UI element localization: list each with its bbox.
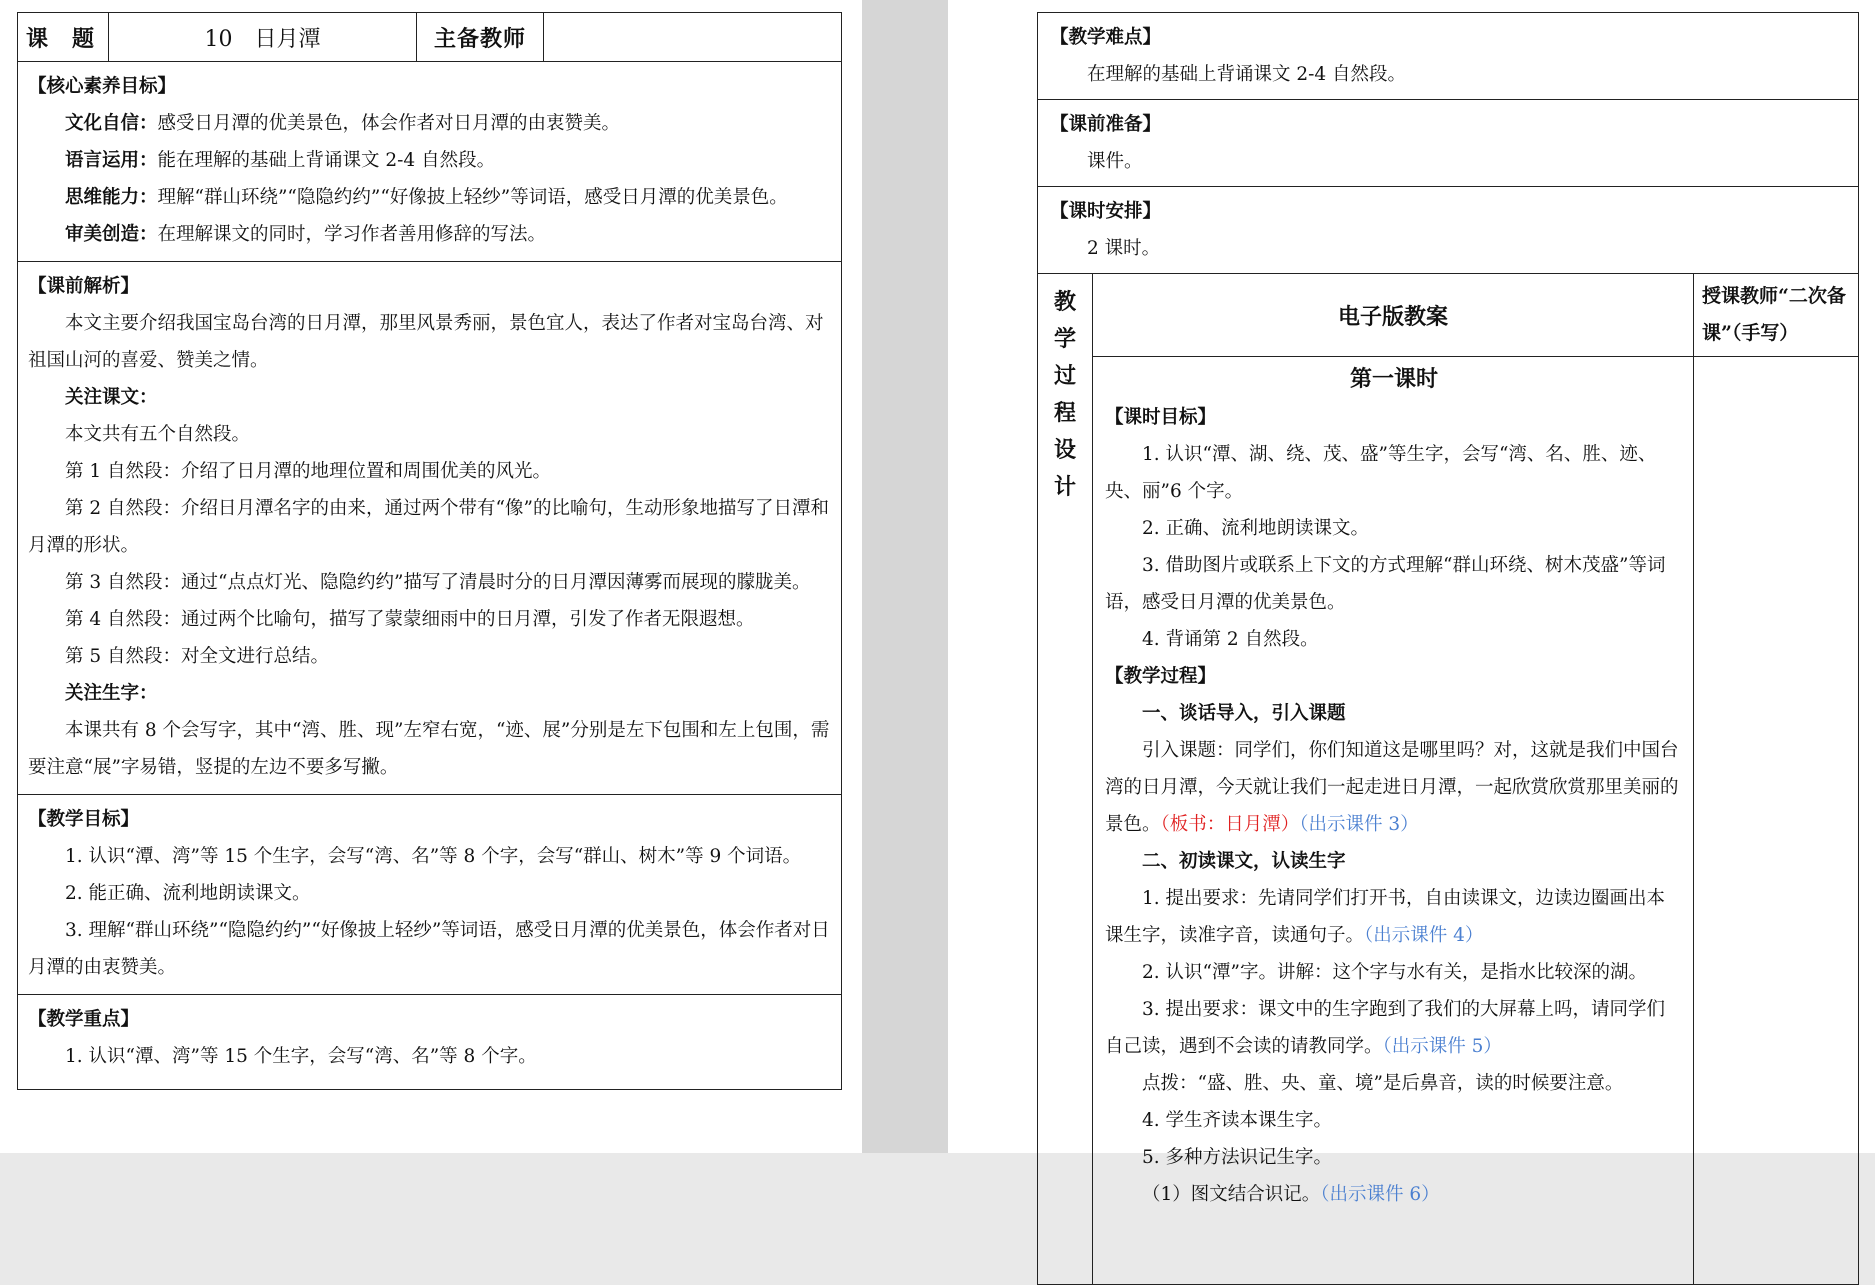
teacher-label: 主备教师 — [417, 13, 544, 62]
paragraph: 本文共有五个自然段。 — [65, 424, 251, 445]
step-paragraph: 5. 多种方法识记生字。 — [1142, 1147, 1333, 1168]
pre-analysis-section — [18, 262, 842, 795]
step-paragraph: 3. 提出要求：课文中的生字跑到了我们的大屏幕上吗，请同学们自己读，遇到不会读的请教同学。（出示课件 5） — [1105, 999, 1666, 1057]
lesson-goal-item: 4. 背诵第 2 自然段。 — [1142, 629, 1319, 650]
process-side-label: 教学过程设计 — [1038, 274, 1093, 1285]
paragraph: 第 1 自然段：介绍了日月潭的地理位置和周围优美的风光。 — [65, 461, 552, 482]
core-goal-item: 文化自信：感受日月潭的优美景色，体会作者对日月潭的由衷赞美。 — [65, 113, 621, 134]
process-header-row — [1038, 274, 1859, 357]
slide-note: （出示课件 5） — [1382, 1036, 1502, 1057]
section-title: 【课前准备】 — [1050, 114, 1162, 135]
lesson-plan-table-continued — [1037, 12, 1859, 1285]
subheading: 关注课文： — [65, 387, 158, 408]
goal-item: 1. 认识“潭、湾”等 15 个生字，会写“湾、名”等 8 个字，会写“群山、树木”等 9 个词语。 — [65, 846, 802, 867]
lesson-goal-item: 3. 借助图片或联系上下文的方式理解“群山环绕、树木茂盛”等词语，感受日月潭的优美景色。 — [1105, 555, 1666, 613]
lesson-plan-table — [17, 12, 842, 1090]
core-goals-section — [18, 62, 842, 262]
step-paragraph: （1）图文结合识记。（出示课件 6） — [1142, 1184, 1440, 1205]
core-goal-item: 思维能力：理解“群山环绕”“隐隐约约”“好像披上轻纱”等词语，感受日月潭的优美景色。 — [65, 187, 788, 208]
slide-note: （出示课件 3） — [1299, 814, 1419, 835]
paragraph: 第 4 自然段：通过两个比喻句，描写了蒙蒙细雨中的日月潭，引发了作者无限遐想。 — [65, 609, 755, 630]
paragraph: 本课共有 8 个会写字，其中“湾、胜、现”左窄右宽，“迹、展”分别是左下包围和左上包围，需要注意“展”字易错，竖提的左边不要多写撇。 — [28, 720, 830, 778]
header-row — [18, 13, 842, 62]
topic-label: 课 题 — [18, 13, 109, 62]
step-heading: 二、初读课文，认读生字 — [1142, 851, 1346, 872]
schedule-section — [1038, 187, 1859, 274]
subheading: 关注生字： — [65, 683, 158, 704]
main-column-heading: 电子版教案 — [1093, 274, 1694, 357]
side-column-heading: 授课教师“二次备课”（手写） — [1694, 274, 1859, 357]
section-title: 【课时目标】 — [1105, 407, 1217, 428]
difficulty-section — [1038, 13, 1859, 100]
paragraph: 第 5 自然段：对全文进行总结。 — [65, 646, 330, 667]
step-paragraph: 4. 学生齐读本课生字。 — [1142, 1110, 1333, 1131]
key-point-item: 1. 认识“潭、湾”等 15 个生字，会写“湾、名”等 8 个字。 — [65, 1046, 537, 1067]
section-title: 【课时安排】 — [1050, 201, 1162, 222]
section-title: 【核心素养目标】 — [28, 76, 177, 97]
section-title: 【课前解析】 — [28, 276, 140, 297]
step-paragraph: 1. 提出要求：先请同学们打开书，自由读课文，边读边圈画出本课生字，读准字音，读通句子。（出示课件 4） — [1105, 888, 1666, 946]
lesson-one-content — [1093, 357, 1694, 1285]
preparation-section — [1038, 100, 1859, 187]
paragraph: 第 3 自然段：通过“点点灯光、隐隐约约”描写了清晨时分的日月潭因薄雾而展现的朦胧美。 — [65, 572, 811, 593]
core-goal-item: 语言运用：能在理解的基础上背诵课文 2-4 自然段。 — [65, 150, 496, 171]
goal-item: 3. 理解“群山环绕”“隐隐约约”“好像披上轻纱”等词语，感受日月潭的优美景色，体会作者对日月潭的由衷赞美。 — [28, 920, 830, 978]
section-title: 【教学目标】 — [28, 809, 140, 830]
paragraph: 本文主要介绍我国宝岛台湾的日月潭，那里风景秀丽，景色宜人，表达了作者对宝岛台湾、对祖国山河的喜爱、赞美之情。 — [28, 313, 824, 371]
step-paragraph: 2. 认识“潭”字。讲解：这个字与水有关，是指水比较深的湖。 — [1142, 962, 1647, 983]
teaching-goals-section — [18, 795, 842, 995]
document-page-right — [948, 0, 1875, 1205]
slide-note: （出示课件 6） — [1320, 1184, 1440, 1205]
step-paragraph: 点拨：“盛、胜、央、童、境”是后鼻音，读的时候要注意。 — [1142, 1073, 1624, 1094]
step-paragraph: 引入课题：同学们，你们知道这是哪里吗？对，这就是我们中国台湾的日月潭，今天就让我们一起走进日月潭，一起欣赏欣赏那里美丽的景色。（板书：日月潭）（出示课件 3） — [1105, 740, 1679, 835]
page-gutter — [862, 0, 948, 1153]
handwritten-notes-column — [1694, 357, 1859, 1285]
section-title: 【教学难点】 — [1050, 27, 1162, 48]
lesson-goal-item: 1. 认识“潭、湖、绕、茂、盛”等生字，会写“湾、名、胜、迹、央、丽”6 个字。 — [1105, 444, 1657, 502]
document-page-left — [0, 0, 862, 1153]
section-title: 【教学重点】 — [28, 1009, 140, 1030]
board-note: （板书：日月潭） — [1160, 814, 1300, 835]
paragraph: 在理解的基础上背诵课文 2-4 自然段。 — [1087, 64, 1407, 85]
goal-item: 2. 能正确、流利地朗读课文。 — [65, 883, 311, 904]
core-goal-item: 审美创造：在理解课文的同时，学习作者善用修辞的写法。 — [65, 224, 547, 245]
paragraph: 课件。 — [1087, 151, 1143, 172]
teacher-value — [544, 13, 842, 62]
step-heading: 一、谈话导入，引入课题 — [1142, 703, 1346, 724]
lesson-goal-item: 2. 正确、流利地朗读课文。 — [1142, 518, 1370, 539]
topic-value: 10 日月潭 — [109, 13, 417, 62]
key-points-section — [18, 995, 842, 1090]
section-title: 【教学过程】 — [1105, 666, 1217, 687]
lesson-title: 第一课时 — [1349, 366, 1438, 392]
paragraph: 第 2 自然段：介绍日月潭名字的由来，通过两个带有“像”的比喻句，生动形象地描写了日潭和月潭的形状。 — [28, 498, 829, 556]
paragraph: 2 课时。 — [1087, 238, 1161, 259]
slide-note: （出示课件 4） — [1364, 925, 1484, 946]
